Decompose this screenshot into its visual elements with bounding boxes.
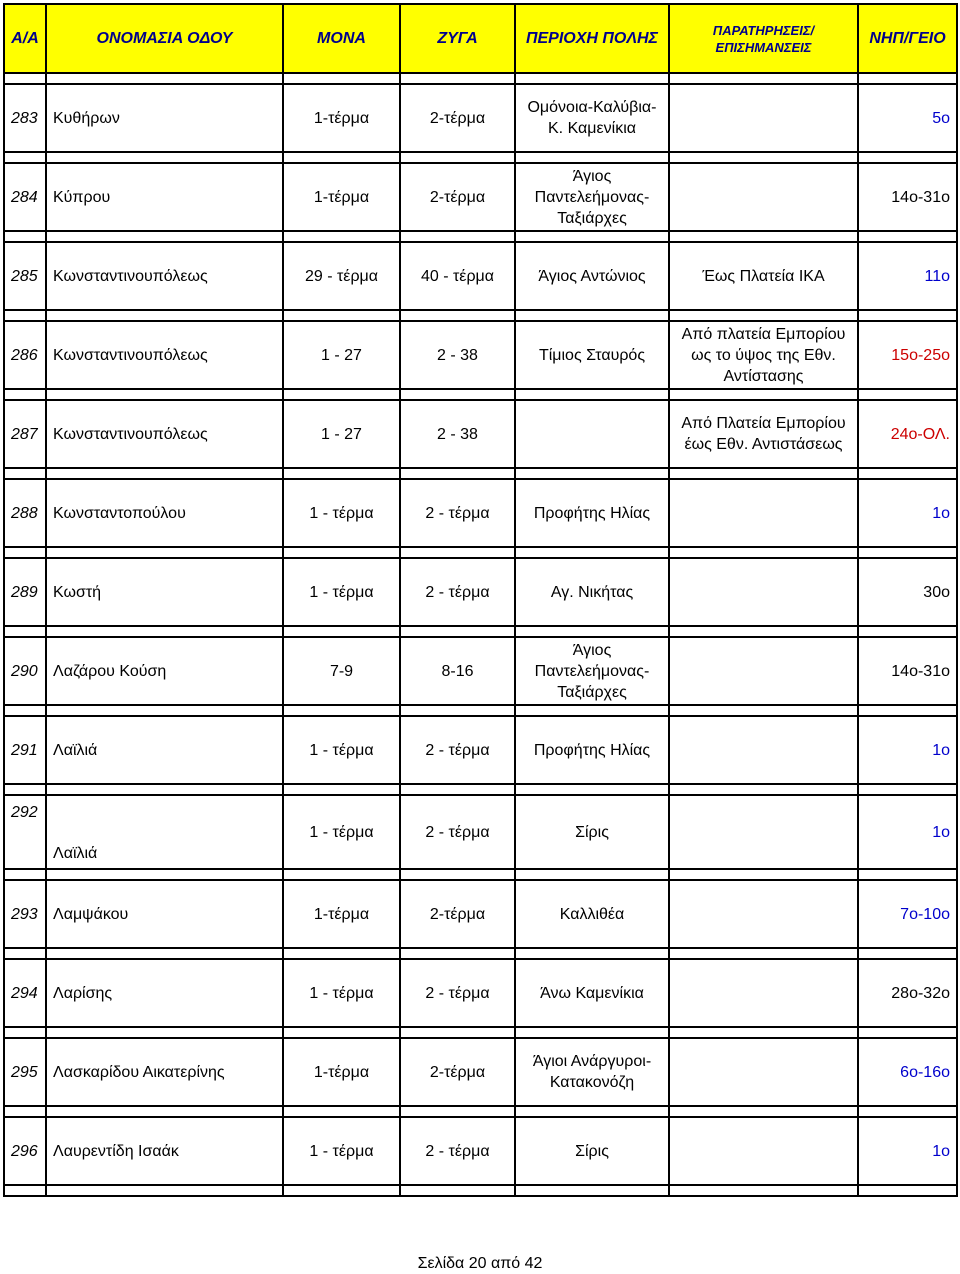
street-name-cell: Λαυρεντίδη Ισαάκ (46, 1117, 283, 1185)
even-numbers-cell: 2 - τέρμα (400, 959, 515, 1027)
notes-cell (669, 84, 858, 152)
row-number-cell: 294 (4, 959, 46, 1027)
spacer-cell (400, 152, 515, 163)
table-row (4, 959, 957, 1027)
even-numbers-cell: 8-16 (400, 637, 515, 705)
spacer-cell (515, 389, 669, 400)
notes-cell (669, 1038, 858, 1106)
spacer-cell (669, 152, 858, 163)
spacer-cell (46, 389, 283, 400)
row-spacer (4, 152, 957, 163)
odd-numbers-cell: 1 - τέρμα (283, 479, 400, 547)
kindergarten-cell: 24ο-ΟΛ. (858, 400, 957, 468)
spacer-cell (4, 310, 46, 321)
kindergarten-cell: 7ο-10ο (858, 880, 957, 948)
table-row (4, 400, 957, 468)
row-number-cell: 296 (4, 1117, 46, 1185)
kindergarten-cell: 30ο (858, 558, 957, 626)
spacer-cell (858, 389, 957, 400)
row-number-cell: 284 (4, 163, 46, 231)
notes-cell (669, 795, 858, 869)
city-area-cell: Προφήτης Ηλίας (515, 479, 669, 547)
odd-numbers-cell: 1 - τέρμα (283, 959, 400, 1027)
city-area-cell: Τίμιος Σταυρός (515, 321, 669, 389)
spacer-cell (46, 1027, 283, 1038)
notes-cell: Από Πλατεία Εμπορίου έως Εθν. Αντιστάσεως (669, 400, 858, 468)
table-row (4, 880, 957, 948)
spacer-cell (283, 948, 400, 959)
kindergarten-cell: 5ο (858, 84, 957, 152)
spacer-cell (46, 547, 283, 558)
spacer-cell (669, 1185, 858, 1196)
notes-cell (669, 716, 858, 784)
row-spacer (4, 310, 957, 321)
city-area-cell: Άγιοι Ανάργυροι-Κατακονόζη (515, 1038, 669, 1106)
row-number-cell: 290 (4, 637, 46, 705)
spacer-cell (46, 784, 283, 795)
street-name-cell: Κύπρου (46, 163, 283, 231)
spacer-cell (515, 73, 669, 84)
notes-cell (669, 1117, 858, 1185)
kindergarten-cell: 1ο (858, 479, 957, 547)
table-row (4, 558, 957, 626)
spacer-cell (515, 310, 669, 321)
table-row (4, 716, 957, 784)
spacer-cell (283, 152, 400, 163)
row-spacer (4, 948, 957, 959)
row-spacer (4, 784, 957, 795)
spacer-cell (46, 869, 283, 880)
even-numbers-cell: 2-τέρμα (400, 880, 515, 948)
spacer-cell (400, 547, 515, 558)
notes-cell (669, 163, 858, 231)
spacer-cell (858, 1027, 957, 1038)
table-row (4, 1117, 957, 1185)
even-numbers-cell: 2 - τέρμα (400, 795, 515, 869)
spacer-cell (515, 948, 669, 959)
spacer-cell (283, 1106, 400, 1117)
spacer-cell (46, 468, 283, 479)
street-name-cell: Λαϊλιά (46, 716, 283, 784)
city-area-cell: Άγιος Αντώνιος (515, 242, 669, 310)
spacer-cell (858, 152, 957, 163)
notes-cell (669, 959, 858, 1027)
odd-numbers-cell: 1 - τέρμα (283, 795, 400, 869)
notes-cell (669, 479, 858, 547)
even-numbers-cell: 2 - 38 (400, 321, 515, 389)
spacer-cell (4, 389, 46, 400)
row-number-cell: 291 (4, 716, 46, 784)
city-area-cell: Άγιος Παντελεήμονας-Ταξιάρχες (515, 637, 669, 705)
row-number-cell: 286 (4, 321, 46, 389)
spacer-cell (669, 784, 858, 795)
spacer-cell (46, 310, 283, 321)
even-numbers-cell: 2-τέρμα (400, 163, 515, 231)
row-number-cell: 295 (4, 1038, 46, 1106)
even-numbers-cell: 2-τέρμα (400, 1038, 515, 1106)
table-row (4, 163, 957, 231)
even-numbers-cell: 2 - τέρμα (400, 716, 515, 784)
spacer-cell (858, 73, 957, 84)
spacer-cell (515, 784, 669, 795)
spacer-cell (669, 231, 858, 242)
row-spacer (4, 1106, 957, 1117)
spacer-cell (46, 1185, 283, 1196)
header-notes: ΠΑΡΑΤΗΡΗΣΕΙΣ/ ΕΠΙΣΗΜΑΝΣΕΙΣ (669, 4, 858, 73)
spacer-cell (858, 310, 957, 321)
spacer-cell (400, 948, 515, 959)
spacer-cell (669, 626, 858, 637)
spacer-cell (400, 705, 515, 716)
spacer-cell (400, 73, 515, 84)
spacer-cell (4, 468, 46, 479)
spacer-cell (4, 1185, 46, 1196)
page-number: Σελίδα 20 από 42 (417, 1255, 543, 1272)
spacer-cell (858, 869, 957, 880)
notes-cell (669, 558, 858, 626)
row-spacer (4, 705, 957, 716)
header-odd-numbers: ΜΟΝΑ (283, 4, 400, 73)
odd-numbers-cell: 1 - τέρμα (283, 1117, 400, 1185)
row-number-cell: 289 (4, 558, 46, 626)
notes-cell (669, 880, 858, 948)
row-number-cell: 293 (4, 880, 46, 948)
spacer-cell (4, 547, 46, 558)
table-body (4, 73, 957, 1196)
spacer-cell (283, 547, 400, 558)
spacer-cell (515, 468, 669, 479)
spacer-cell (400, 310, 515, 321)
city-area-cell (515, 400, 669, 468)
row-spacer (4, 1185, 957, 1196)
odd-numbers-cell: 7-9 (283, 637, 400, 705)
spacer-cell (283, 1185, 400, 1196)
spacer-cell (669, 389, 858, 400)
spacer-cell (283, 869, 400, 880)
spacer-cell (515, 869, 669, 880)
table-row (4, 637, 957, 705)
spacer-cell (400, 1185, 515, 1196)
spacer-cell (669, 547, 858, 558)
kindergarten-cell: 15ο-25ο (858, 321, 957, 389)
spacer-cell (669, 1106, 858, 1117)
row-spacer (4, 1027, 957, 1038)
street-name-cell: Λασκαρίδου Αικατερίνης (46, 1038, 283, 1106)
spacer-cell (669, 869, 858, 880)
street-name-cell: Λαϊλιά (46, 795, 283, 869)
spacer-cell (400, 231, 515, 242)
kindergarten-cell: 1ο (858, 1117, 957, 1185)
even-numbers-cell: 2 - τέρμα (400, 558, 515, 626)
notes-cell: Έως Πλατεία ΙΚΑ (669, 242, 858, 310)
row-number-cell: 292 (4, 795, 46, 869)
kindergarten-cell: 14ο-31ο (858, 637, 957, 705)
city-area-cell: Καλλιθέα (515, 880, 669, 948)
row-spacer (4, 73, 957, 84)
odd-numbers-cell: 1 - 27 (283, 321, 400, 389)
streets-table (3, 3, 958, 1197)
spacer-cell (858, 948, 957, 959)
spacer-cell (283, 626, 400, 637)
header-even-numbers: ΖΥΓΑ (400, 4, 515, 73)
table-header-row (4, 4, 957, 73)
even-numbers-cell: 40 - τέρμα (400, 242, 515, 310)
spacer-cell (400, 1027, 515, 1038)
even-numbers-cell: 2 - τέρμα (400, 479, 515, 547)
spacer-cell (400, 468, 515, 479)
spacer-cell (858, 231, 957, 242)
spacer-cell (858, 468, 957, 479)
table-row (4, 84, 957, 152)
kindergarten-cell: 11ο (858, 242, 957, 310)
spacer-cell (4, 948, 46, 959)
spacer-cell (4, 152, 46, 163)
street-name-cell: Κυθήρων (46, 84, 283, 152)
header-street-name: ΟΝΟΜΑΣΙΑ ΟΔΟΥ (46, 4, 283, 73)
spacer-cell (400, 1106, 515, 1117)
spacer-cell (858, 784, 957, 795)
spacer-cell (515, 1027, 669, 1038)
city-area-cell: Άνω Καμενίκια (515, 959, 669, 1027)
spacer-cell (4, 1027, 46, 1038)
street-name-cell: Λαρίσης (46, 959, 283, 1027)
spacer-cell (4, 231, 46, 242)
street-name-cell: Κωνσταντινουπόλεως (46, 321, 283, 389)
spacer-cell (858, 1185, 957, 1196)
spacer-cell (46, 152, 283, 163)
notes-cell (669, 637, 858, 705)
header-kindergarten: ΝΗΠ/ΓΕΙΟ (858, 4, 957, 73)
spacer-cell (46, 948, 283, 959)
spacer-cell (515, 231, 669, 242)
row-number-cell: 283 (4, 84, 46, 152)
spacer-cell (283, 73, 400, 84)
spacer-cell (46, 1106, 283, 1117)
spacer-cell (4, 705, 46, 716)
odd-numbers-cell: 1 - τέρμα (283, 716, 400, 784)
street-name-cell: Λαμψάκου (46, 880, 283, 948)
odd-numbers-cell: 1 - τέρμα (283, 558, 400, 626)
street-name-cell: Κωστή (46, 558, 283, 626)
row-spacer (4, 231, 957, 242)
odd-numbers-cell: 1-τέρμα (283, 1038, 400, 1106)
spacer-cell (669, 948, 858, 959)
spacer-cell (46, 73, 283, 84)
kindergarten-cell: 6ο-16ο (858, 1038, 957, 1106)
spacer-cell (515, 1106, 669, 1117)
notes-cell: Από πλατεία Εμπορίου ως το ύψος της Εθν. Αντίστασης (669, 321, 858, 389)
row-spacer (4, 869, 957, 880)
spacer-cell (858, 705, 957, 716)
spacer-cell (515, 626, 669, 637)
kindergarten-cell: 14ο-31ο (858, 163, 957, 231)
header-city-area: ΠΕΡΙΟΧΗ ΠΟΛΗΣ (515, 4, 669, 73)
spacer-cell (283, 468, 400, 479)
row-spacer (4, 468, 957, 479)
street-name-cell: Κωνσταντινουπόλεως (46, 400, 283, 468)
even-numbers-cell: 2 - 38 (400, 400, 515, 468)
row-number-cell: 287 (4, 400, 46, 468)
spacer-cell (283, 784, 400, 795)
street-name-cell: Λαζάρου Κούση (46, 637, 283, 705)
spacer-cell (669, 1027, 858, 1038)
row-spacer (4, 547, 957, 558)
city-area-cell: Προφήτης Ηλίας (515, 716, 669, 784)
spacer-cell (400, 784, 515, 795)
row-spacer (4, 389, 957, 400)
spacer-cell (46, 626, 283, 637)
spacer-cell (4, 784, 46, 795)
table-row (4, 242, 957, 310)
street-name-cell: Κωνσταντοπούλου (46, 479, 283, 547)
spacer-cell (669, 310, 858, 321)
spacer-cell (283, 705, 400, 716)
spacer-cell (4, 1106, 46, 1117)
spacer-cell (515, 152, 669, 163)
city-area-cell: Άγιος Παντελεήμονας-Ταξιάρχες (515, 163, 669, 231)
header-aa: Α/Α (4, 4, 46, 73)
spacer-cell (515, 705, 669, 716)
spacer-cell (515, 547, 669, 558)
kindergarten-cell: 28ο-32ο (858, 959, 957, 1027)
city-area-cell: Σίρις (515, 795, 669, 869)
kindergarten-cell: 1ο (858, 795, 957, 869)
spacer-cell (400, 626, 515, 637)
spacer-cell (669, 468, 858, 479)
spacer-cell (4, 626, 46, 637)
spacer-cell (858, 1106, 957, 1117)
row-number-cell: 288 (4, 479, 46, 547)
even-numbers-cell: 2 - τέρμα (400, 1117, 515, 1185)
kindergarten-cell: 1ο (858, 716, 957, 784)
table-row (4, 1038, 957, 1106)
spacer-cell (4, 73, 46, 84)
odd-numbers-cell: 1-τέρμα (283, 84, 400, 152)
spacer-cell (858, 547, 957, 558)
spacer-cell (858, 626, 957, 637)
spacer-cell (669, 705, 858, 716)
odd-numbers-cell: 1-τέρμα (283, 880, 400, 948)
spacer-cell (400, 869, 515, 880)
spacer-cell (283, 310, 400, 321)
city-area-cell: Ομόνοια-Καλύβια-Κ. Καμενίκια (515, 84, 669, 152)
table-row (4, 321, 957, 389)
spacer-cell (669, 73, 858, 84)
even-numbers-cell: 2-τέρμα (400, 84, 515, 152)
street-name-cell: Κωνσταντινουπόλεως (46, 242, 283, 310)
row-number-cell: 285 (4, 242, 46, 310)
city-area-cell: Αγ. Νικήτας (515, 558, 669, 626)
spacer-cell (515, 1185, 669, 1196)
row-spacer (4, 626, 957, 637)
odd-numbers-cell: 1 - 27 (283, 400, 400, 468)
spacer-cell (400, 389, 515, 400)
spacer-cell (283, 1027, 400, 1038)
odd-numbers-cell: 29 - τέρμα (283, 242, 400, 310)
spacer-cell (283, 231, 400, 242)
spacer-cell (46, 231, 283, 242)
city-area-cell: Σίρις (515, 1117, 669, 1185)
spacer-cell (4, 869, 46, 880)
table-row (4, 795, 957, 869)
spacer-cell (283, 389, 400, 400)
odd-numbers-cell: 1-τέρμα (283, 163, 400, 231)
table-row (4, 479, 957, 547)
spacer-cell (46, 705, 283, 716)
